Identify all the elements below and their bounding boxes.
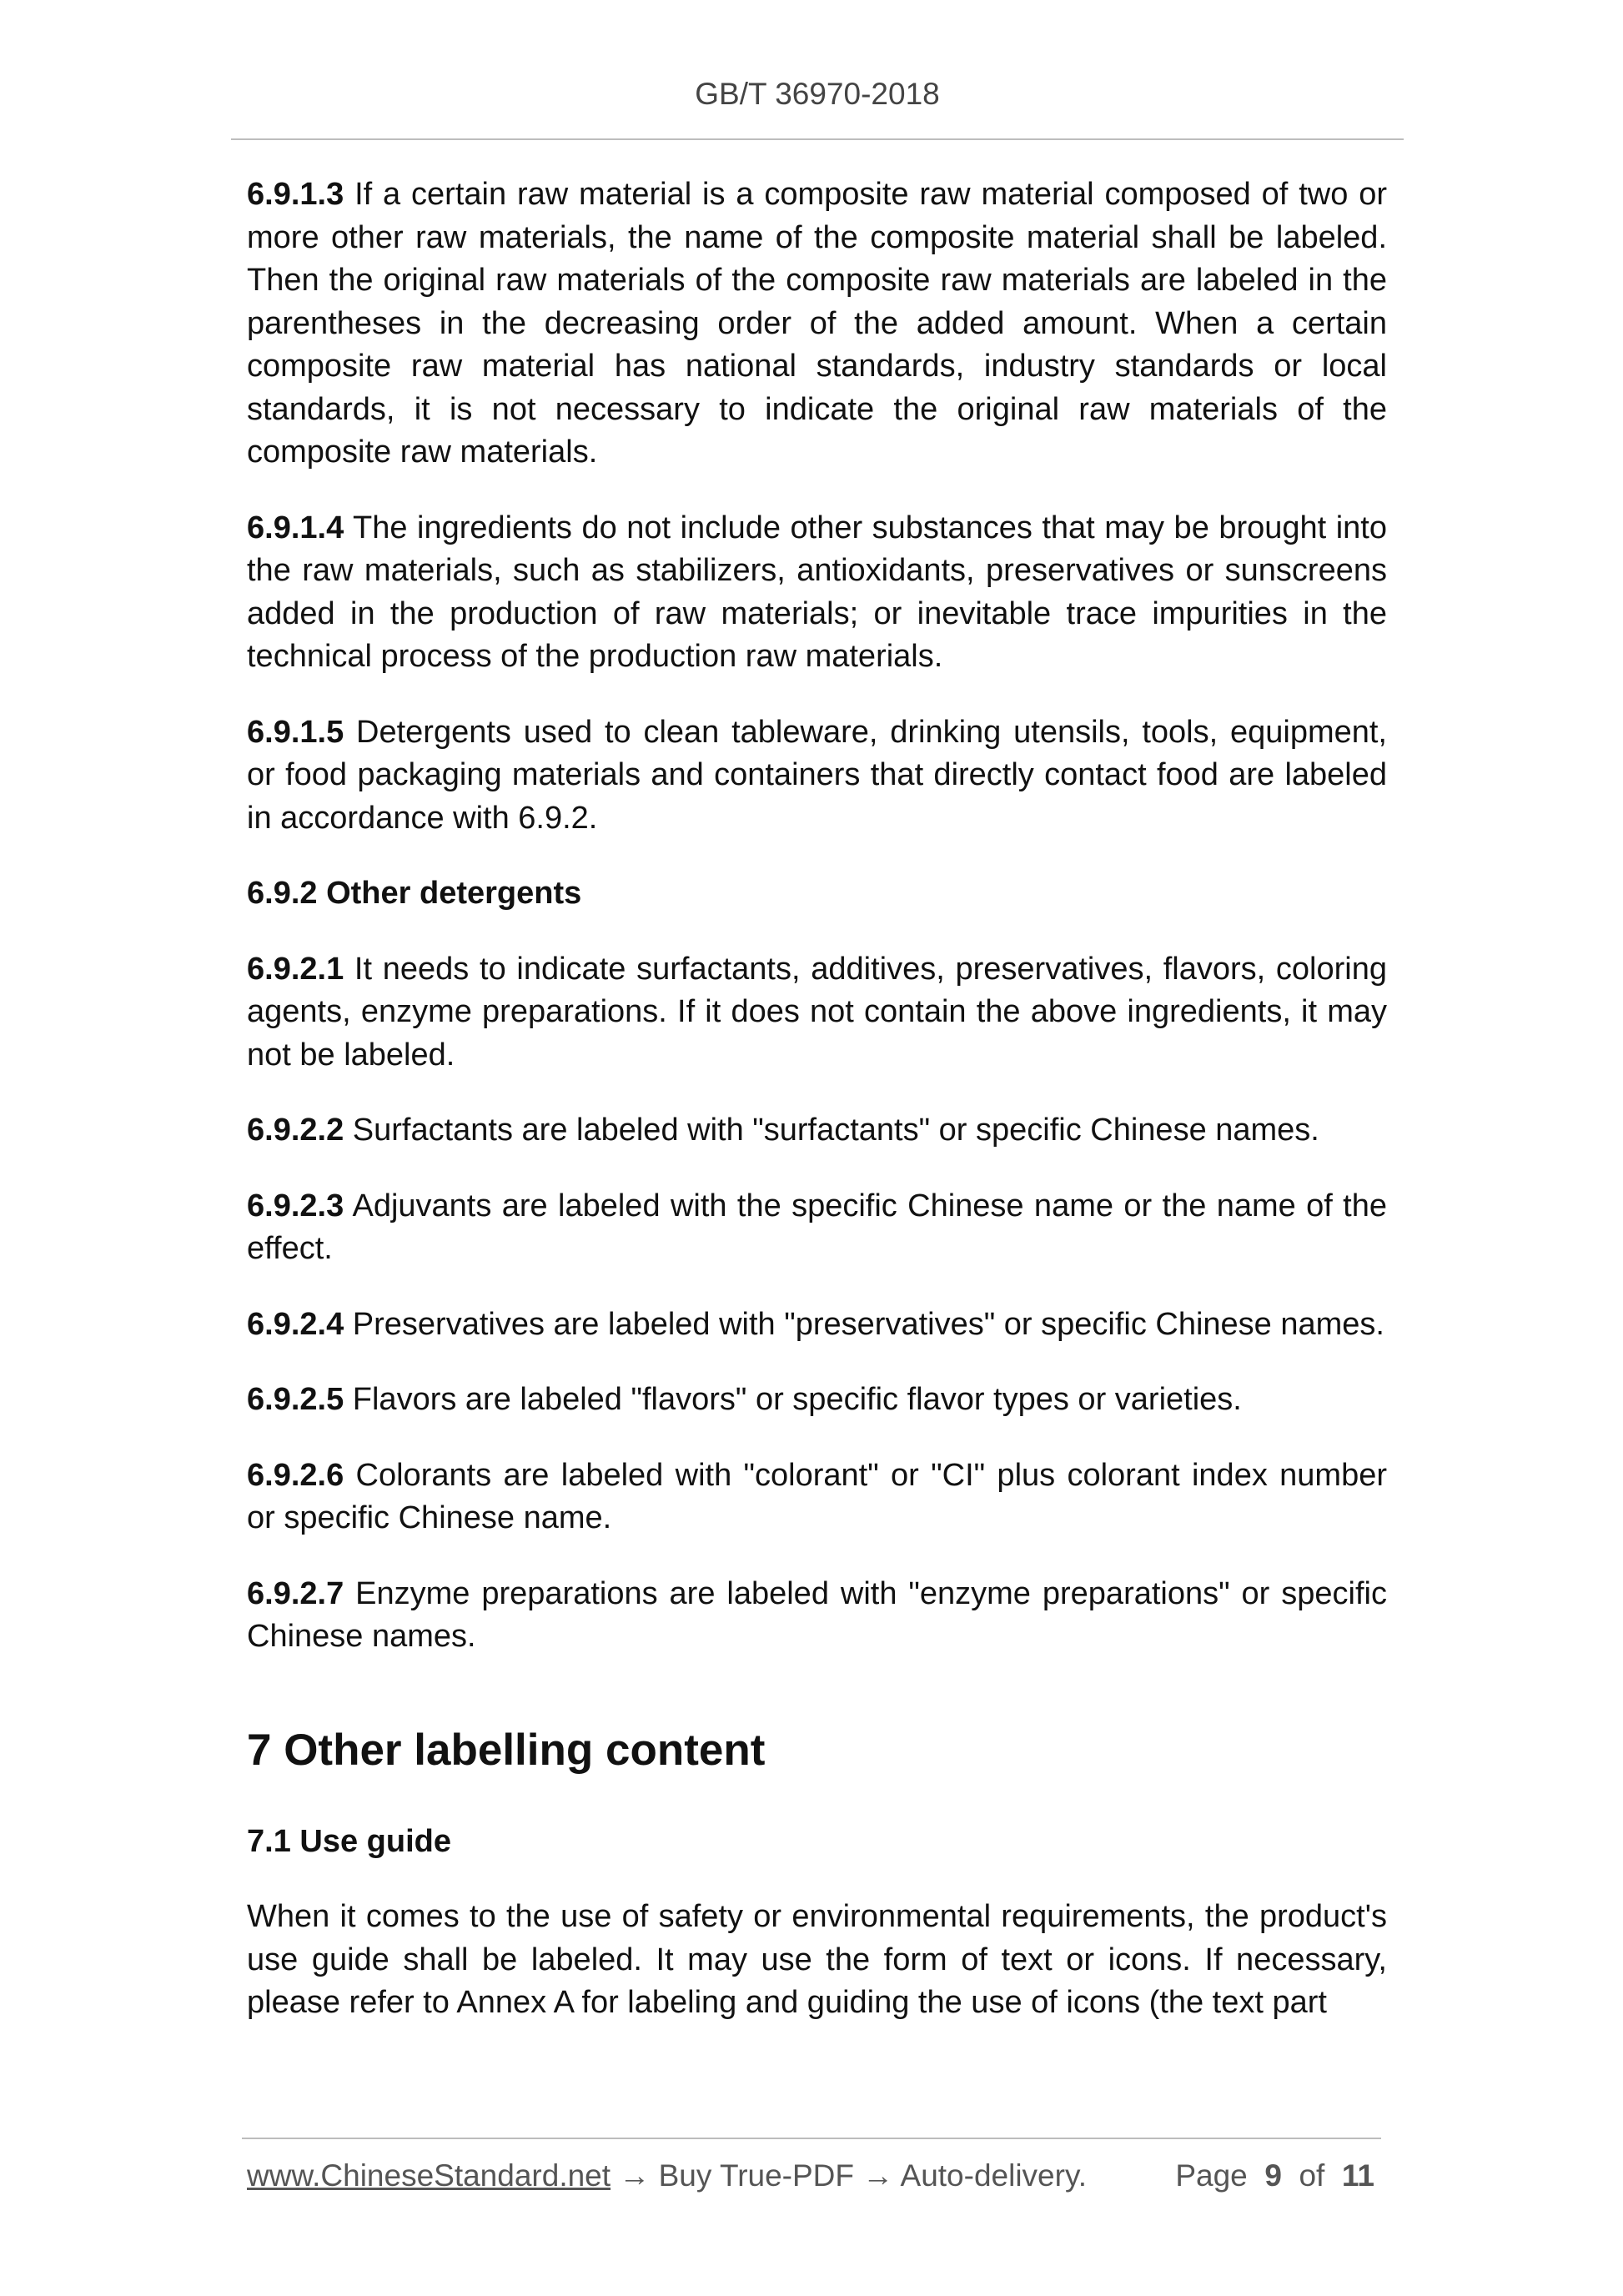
clause-number: 6.9.2.1: [247, 951, 344, 987]
of-label: of: [1299, 2158, 1325, 2193]
clause-number: 6.9.2.7: [247, 1575, 344, 1611]
clause-text: It needs to indicate surfactants, additives, preservatives, flavors, coloring agents, enzyme preparations. If it does not contain the above ingredients, it may not be labeled.: [247, 951, 1387, 1073]
page-indicator: [1175, 2158, 1374, 2193]
clause-number: 6.9.1.5: [247, 714, 344, 750]
clause-number: 6.9.2.5: [247, 1382, 344, 1417]
clause-number: 6.9.2.6: [247, 1457, 344, 1493]
clause-number: 6.9.2.3: [247, 1188, 344, 1223]
document-header: GB/T 36970-2018: [695, 77, 940, 111]
paragraph-text: When it comes to the use of safety or environmental requirements, the product's use guide shall be labeled. It may use the form of text or icons. If necessary, please refer to Annex A for labeling and guiding the use of icons (the text part: [247, 1899, 1387, 2020]
clause-number: 6.9.1.3: [247, 177, 344, 212]
clause-text: Flavors are labeled "flavors" or specific flavor types or varieties.: [344, 1382, 1242, 1417]
clause-6-9-2-6: [247, 1454, 1387, 1540]
clause-text: Preservatives are labeled with "preservatives" or specific Chinese names.: [344, 1306, 1384, 1342]
clause-number: 6.9.1.4: [247, 510, 344, 545]
page-number: 9: [1264, 2158, 1282, 2193]
section-heading-6-9-2: 6.9.2 Other detergents: [247, 876, 582, 911]
clause-text: The ingredients do not include other substances that may be brought into the raw materials, such as stabilizers, antioxidants, preservatives or sunscreens added in the production of raw materials; or inevitable trace impurities in the technical process of the production raw materials.: [247, 510, 1387, 674]
section-heading-7-1: 7.1 Use guide: [247, 1823, 451, 1859]
clause-number: 6.9.2.2: [247, 1113, 344, 1148]
clause-text: Enzyme preparations are labeled with "enzyme preparations" or specific Chinese names.: [247, 1575, 1387, 1654]
document-footer: [247, 2158, 1374, 2193]
clause-number: 6.9.2.4: [247, 1306, 344, 1342]
clause-6-9-1-4: [247, 507, 1387, 679]
footer-divider: [242, 2138, 1381, 2139]
chapter-heading-7: 7 Other labelling content: [247, 1725, 766, 1775]
page-body: [247, 173, 1387, 2057]
paragraph-use-guide: [247, 1896, 1387, 2025]
clause-6-9-2-4: [247, 1304, 1387, 1347]
header-divider: [231, 138, 1404, 140]
page-label: Page: [1175, 2158, 1248, 2193]
clause-6-9-2-3: [247, 1185, 1387, 1271]
clause-text: If a certain raw material is a composite raw material composed of two or more other raw materials, the name of the composite material shall be labeled. Then the original raw materials of the composite raw materials are labeled in the parentheses in the decreasing order of the added amount. When a certain composite raw material has national standards, industry standards or local standards, it is not necessary to indicate the original raw materials of the composite raw materials.: [247, 177, 1387, 470]
clause-6-9-2-5: [247, 1379, 1387, 1422]
footer-tagline: → Buy True-PDF → Auto-delivery.: [611, 2158, 1087, 2193]
clause-text: Adjuvants are labeled with the specific Chinese name or the name of the effect.: [247, 1188, 1387, 1266]
clause-text: Colorants are labeled with "colorant" or "CI" plus colorant index number or specific Chinese name.: [247, 1457, 1387, 1535]
page-total: 11: [1341, 2158, 1374, 2193]
clause-6-9-1-3: [247, 173, 1387, 475]
website-link[interactable]: www.ChineseStandard.net: [247, 2158, 611, 2193]
clause-6-9-2-2: [247, 1109, 1387, 1153]
clause-6-9-2-7: [247, 1573, 1387, 1659]
clause-text: Surfactants are labeled with "surfactants" or specific Chinese names.: [344, 1113, 1319, 1148]
clause-6-9-1-5: [247, 711, 1387, 841]
clause-text: Detergents used to clean tableware, drinking utensils, tools, equipment, or food packaging materials and containers that directly contact food are labeled in accordance with 6.9.2.: [247, 714, 1387, 836]
clause-6-9-2-1: [247, 948, 1387, 1078]
